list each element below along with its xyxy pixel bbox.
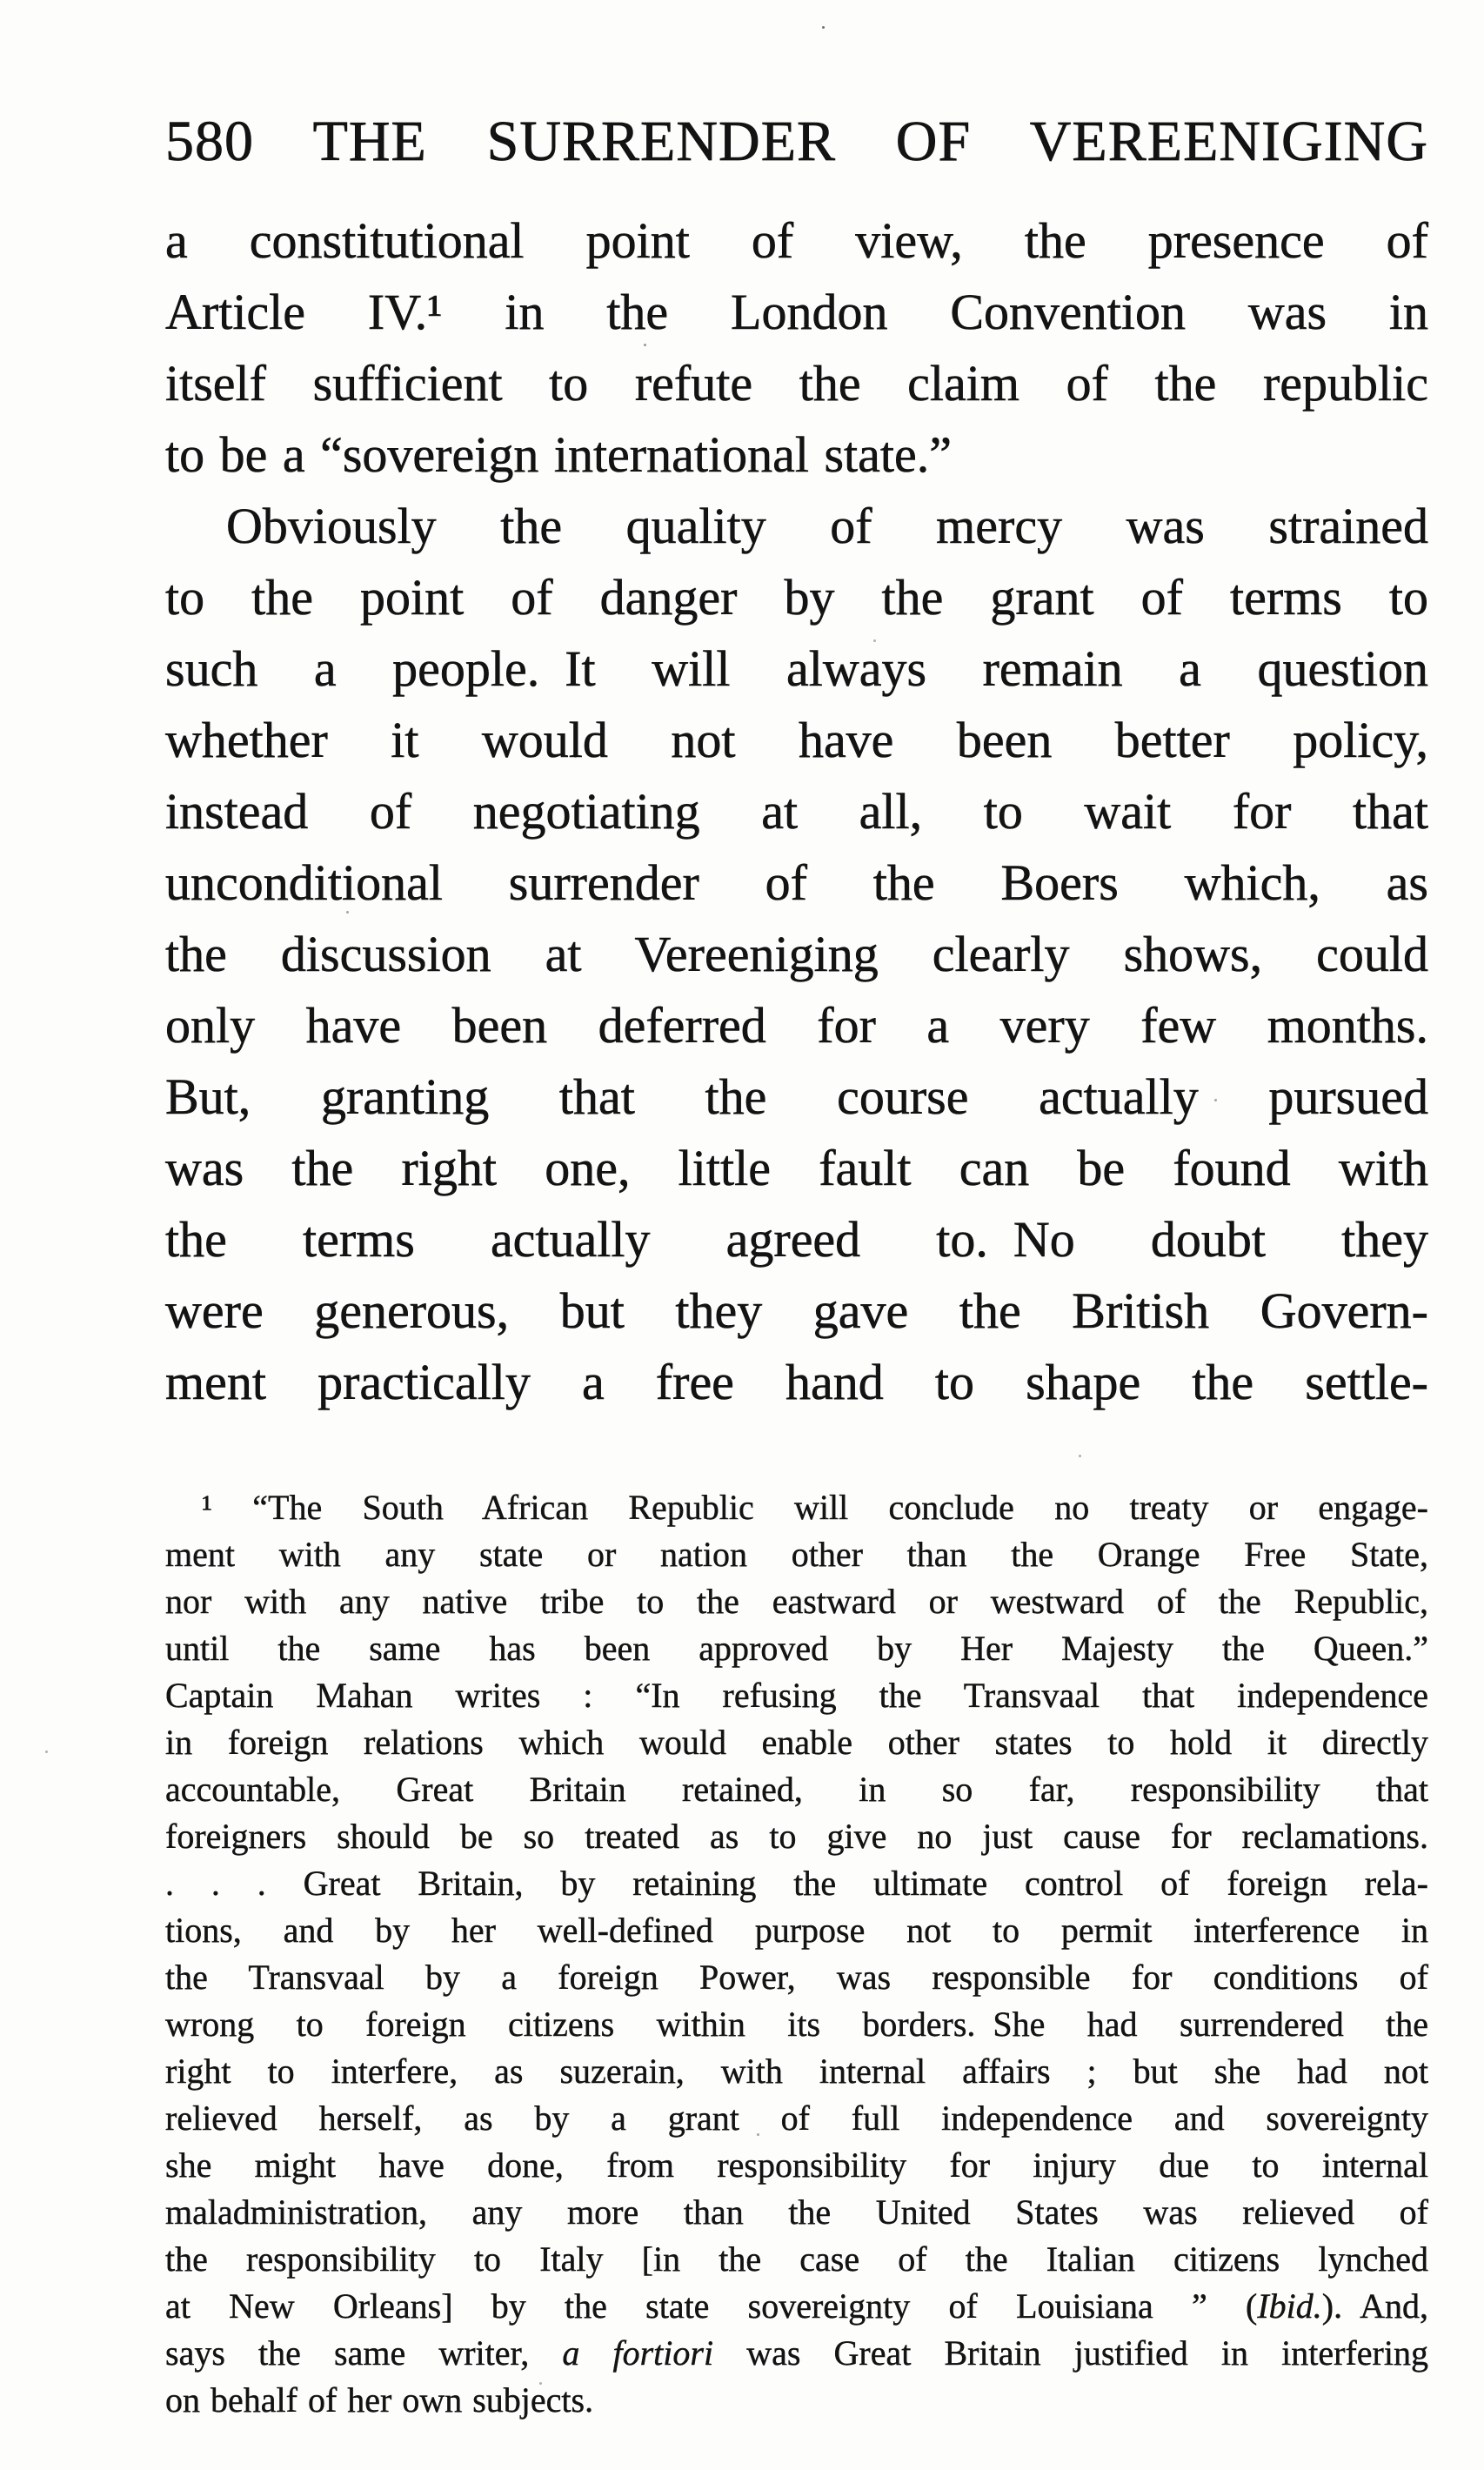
body-text-line: Obviously the quality of mercy was strained	[226, 498, 1428, 554]
footnote-line: ment with any state or nation other than the Orange Free State,	[165, 1535, 1428, 1574]
footnote-line: the responsibility to Italy [in the case of the Italian citizens lynched	[165, 2239, 1428, 2279]
body-text-line: were generous, but they gave the British Govern-	[165, 1282, 1428, 1339]
body-text-line: to the point of danger by the grant of terms to	[165, 569, 1428, 626]
body-text-line: the terms actually agreed to. No doubt they	[165, 1211, 1428, 1268]
footnote-line: foreigners should be so treated as to give no just cause for reclamations.	[165, 1817, 1428, 1856]
footnote	[165, 1484, 1428, 2424]
footnote-line: wrong to foreign citizens within its borders. She had surrendered the	[165, 2005, 1428, 2044]
footnote-line: tions, and by her well-defined purpose not to permit interference in	[165, 1911, 1428, 1950]
body-text-line: to be a “sovereign international state.”	[165, 426, 952, 483]
body-text-line: But, granting that the course actually pursued	[165, 1068, 1428, 1125]
body-text-line: such a people. It will always remain a question	[165, 640, 1428, 697]
footnote-line: maladministration, any more than the United States was relieved of	[165, 2192, 1428, 2232]
body-text-line: was the right one, little fault can be found with	[165, 1140, 1428, 1196]
body-text-line: ment practically a free hand to shape the settle-	[165, 1354, 1428, 1410]
footnote-line: ¹ “The South African Republic will conclude no treaty or engage-	[202, 1488, 1428, 1527]
footnote-line: Captain Mahan writes : “In refusing the Transvaal that independence	[165, 1676, 1428, 1715]
footnote-line: she might have done, from responsibility for injury due to internal	[165, 2145, 1428, 2185]
footnote-line: at New Orleans] by the state sovereignty of Louisiana ” (Ibid.). And,	[165, 2286, 1428, 2326]
footnote-line: right to interfere, as suzerain, with internal affairs ; but she had not	[165, 2052, 1428, 2091]
page-number: 580	[165, 110, 254, 173]
footnote-line: relieved herself, as by a grant of full independence and sovereignty	[165, 2098, 1428, 2138]
footnote-line: until the same has been approved by Her Majesty the Queen.”	[165, 1629, 1428, 1668]
body-text-line: only have been deferred for a very few months.	[165, 997, 1428, 1054]
body-text-line: whether it would not have been better policy,	[165, 712, 1428, 768]
footnote-line: nor with any native tribe to the eastward or westward of the Republic,	[165, 1582, 1428, 1621]
body-text-line: instead of negotiating at all, to wait for that	[165, 783, 1428, 840]
footnote-line: on behalf of her own subjects.	[165, 2380, 594, 2420]
page-header	[165, 110, 1428, 173]
footnote-line: accountable, Great Britain retained, in so far, responsibility that	[165, 1770, 1428, 1809]
body-text-line: Article IV.¹ in the London Convention was in	[165, 284, 1428, 340]
footnote-line: . . . Great Britain, by retaining the ultimate control of foreign rela-	[165, 1864, 1428, 1903]
body-text-line: itself sufficient to refute the claim of the republic	[165, 355, 1428, 412]
body-text	[165, 205, 1428, 1418]
body-text-line: the discussion at Vereeniging clearly shows, could	[165, 926, 1428, 982]
footnote-line: in foreign relations which would enable other states to hold it directly	[165, 1723, 1428, 1762]
footnote-line: says the same writer, a fortiori was Great Britain justified in interfering	[165, 2333, 1428, 2373]
running-head-title: THE SURRENDER OF VEREENIGING	[312, 110, 1428, 173]
body-text-line: unconditional surrender of the Boers which, as	[165, 854, 1428, 911]
body-text-line: a constitutional point of view, the presence of	[165, 212, 1428, 269]
footnote-line: the Transvaal by a foreign Power, was responsible for conditions of	[165, 1958, 1428, 1997]
